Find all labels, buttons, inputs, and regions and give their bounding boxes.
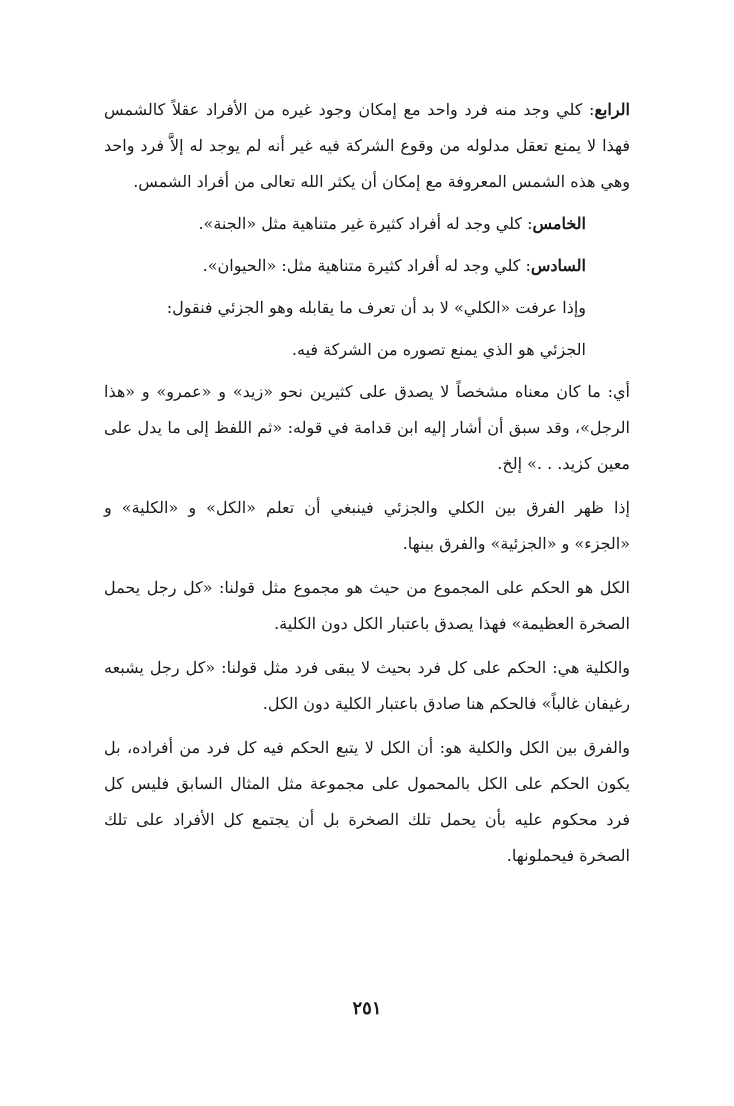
paragraph-text: الكل هو الحكم على المجموع من حيث هو مجموع مثل قولنا: «كل رجل يحمل الصخرة العظيمة» فهذا يصدق باعتبار الكل دون الكلية. <box>104 578 630 633</box>
paragraph-lead: الخامس <box>532 214 586 233</box>
paragraph-lead: السادس <box>530 256 586 275</box>
paragraph-whole-intro <box>104 490 630 562</box>
paragraph-text: : كلي وجد له أفراد كثيرة غير متناهية مثل «الجنة». <box>198 214 533 233</box>
paragraph-text: أي: ما كان معناه مشخصاً لا يصدق على كثيرين نحو «زيد» و «عمرو» و «هذا الرجل»، وقد سبق أن أشار إليه ابن قدامة في قوله: «ثم اللفظ إلى ما يدل على معين كزيد. . .» إلخ. <box>104 382 630 473</box>
paragraph-sixth <box>104 248 630 284</box>
paragraph-text: : كلي وجد منه فرد واحد مع إمكان وجود غيره من الأفراد عقلاً كالشمس فهذا لا يمنع تعقل مدلوله من وقوع الشركة فيه غير أنه لم يوجد له إلاَّ فرد واحد وهي هذه الشمس المعروفة مع إمكان أن يكثر الله تعالى من أفراد الشمس. <box>104 100 630 191</box>
paragraph-universality-definition <box>104 650 630 722</box>
paragraph-text: الجزئي هو الذي يمنع تصوره من الشركة فيه. <box>291 340 586 359</box>
paragraph-particular-explanation <box>104 374 630 482</box>
paragraph-text: : كلي وجد له أفراد كثيرة متناهية مثل: «الحيوان». <box>202 256 531 275</box>
paragraph-text: وإذا عرفت «الكلي» لا بد أن تعرف ما يقابله وهو الجزئي فنقول: <box>166 298 586 317</box>
paragraph-text: والكلية هي: الحكم على كل فرد بحيث لا يبقى فرد مثل قولنا: «كل رجل يشبعه رغيفان غالباً» فالحكم هنا صادق باعتبار الكلية دون الكل. <box>104 658 630 713</box>
paragraph-difference <box>104 730 630 874</box>
paragraph-particular-intro <box>104 290 630 326</box>
page-number: ٢٥١ <box>352 998 382 1019</box>
paragraph-whole-definition <box>104 570 630 642</box>
page-body <box>104 92 630 874</box>
paragraph-text: والفرق بين الكل والكلية هو: أن الكل لا يتبع الحكم فيه كل فرد من أفراده، بل يكون الحكم على الكل بالمحمول على مجموعة مثل المثال السابق فليس كل فرد محكوم عليه بأن يحمل تلك الصخرة بل أن يجتمع كل الأفراد على تلك الصخرة فيحملونها. <box>104 738 631 865</box>
paragraph-fourth <box>104 92 630 200</box>
paragraph-text: إذا ظهر الفرق بين الكلي والجزئي فينبغي أن تعلم «الكل» و «الكلية» و «الجزء» و «الجزئية» والفرق بينها. <box>104 498 630 553</box>
paragraph-particular-definition <box>104 332 630 368</box>
paragraph-lead: الرابع <box>594 100 630 119</box>
paragraph-fifth <box>104 206 630 242</box>
